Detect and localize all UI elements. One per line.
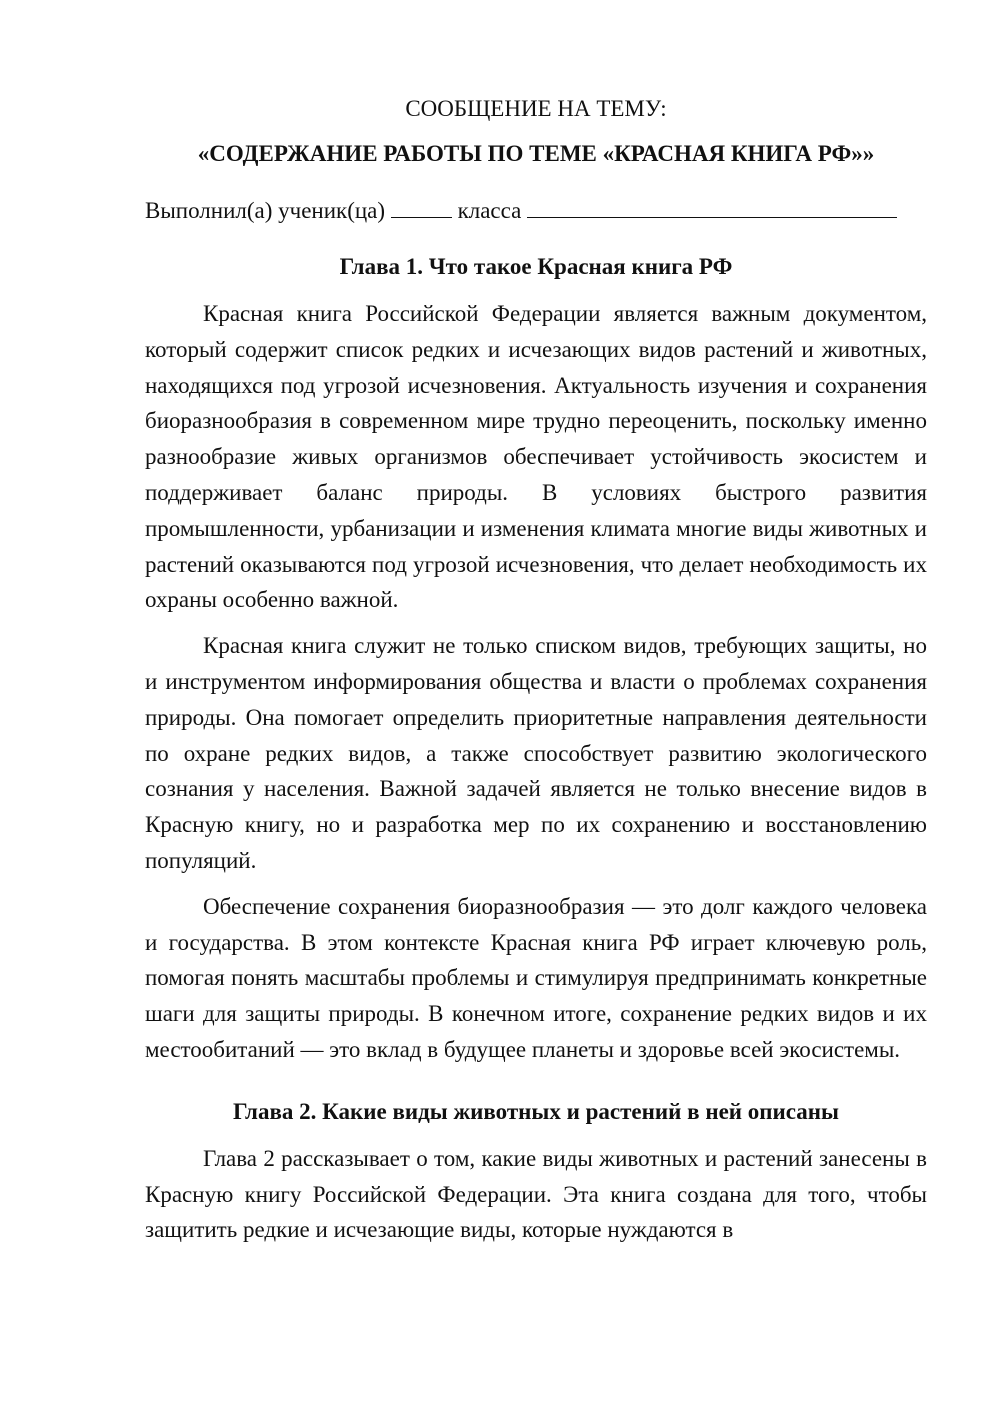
chapter-1-paragraph-3: Обеспечение сохранения биоразнообразия — это долг каждого человека и государства. В этом контексте Красная книга РФ играет ключевую роль, помогая понять масштабы проблемы и стимулируя предпринимать конкретные шаги для защиты природы. В конечном итоге, сохранение редких видов и их местообитаний — это вклад в будущее планеты и здоровье всей экосистемы. xyxy=(145,893,927,1062)
chapter-2-heading: Глава 2. Какие виды животных и растений в ней описаны xyxy=(233,1098,839,1124)
name-blank xyxy=(527,195,897,218)
chapter-1-paragraph-1: Красная книга Российской Федерации является важным документом, который содержит список редких и исчезающих видов растений и животных, находящихся под угрозой исчезновения. Актуальность изучения и сохранения биоразнообразия в современном мире трудно переоценить, поскольку именно разнообразие живых организмов обеспечивает устойчивость экосистем и поддерживает баланс природы. В условиях быстрого развития промышленности, урбанизации и изменения климата многие виды животных и растений оказываются под угрозой исчезновения, что делает необходимость их охраны особенно важной. xyxy=(145,301,927,613)
chapter-2-paragraph-1: Глава 2 рассказывает о том, какие виды животных и растений занесены в Красную книгу Российской Федерации. Эта книга создана для того, чтобы защитить редкие и исчезающие виды, которые нуждаются в xyxy=(145,1145,927,1243)
author-prefix: Выполнил(а) ученик(ца) xyxy=(145,198,386,223)
document-page xyxy=(145,92,927,1248)
document-title: СООБЩЕНИЕ НА ТЕМУ: xyxy=(405,96,667,121)
chapter-1-paragraph-2: Красная книга служит не только списком видов, требующих защиты, но и инструментом информирования общества и власти о проблемах сохранения природы. Она помогает определить приоритетные направления деятельности по охране редких видов, а также способствует развитию экологического сознания у населения. Важной задачей является не только внесение видов в Красную книгу, но и разработка мер по их сохранению и восстановлению популяций. xyxy=(145,633,927,873)
grade-blank xyxy=(391,195,452,218)
chapter-1-heading: Глава 1. Что такое Красная книга РФ xyxy=(339,254,733,279)
document-subtitle: «СОДЕРЖАНИЕ РАБОТЫ ПО ТЕМЕ «КРАСНАЯ КНИГА РФ»» xyxy=(197,141,875,166)
author-line xyxy=(145,194,927,228)
author-class-label: класса xyxy=(457,198,522,223)
